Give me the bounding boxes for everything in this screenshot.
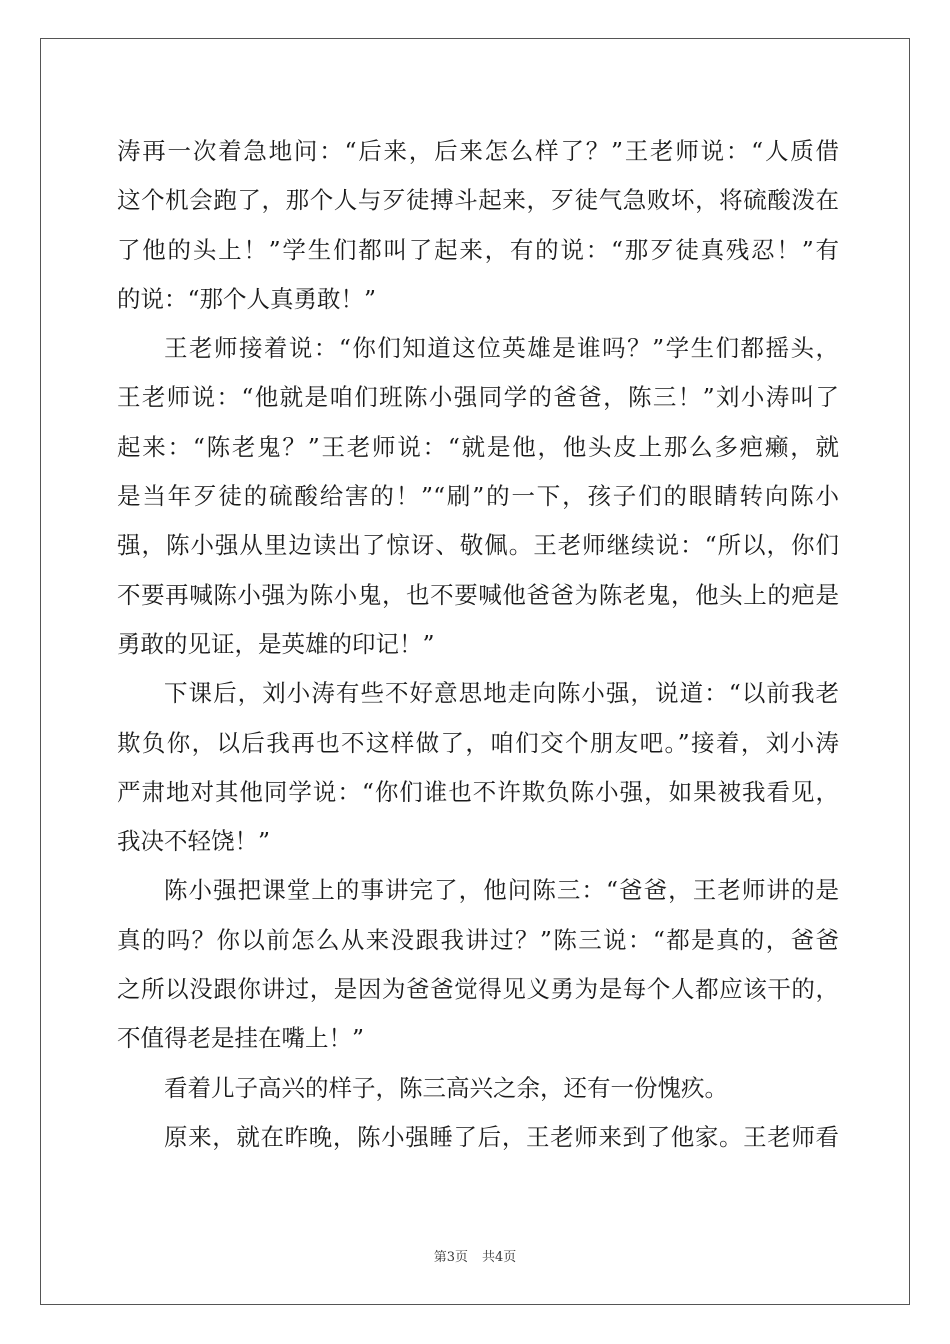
text-line: 看着儿子高兴的样子，陈三高兴之余，还有一份愧疚。 <box>164 1073 728 1102</box>
text-line: 下课后，刘小涛有些不好意思地走向陈小强，说道：“以前我老 <box>164 679 839 708</box>
text-line: 涛再一次着急地问：“后来，后来怎么样了？”王老师说：“人质借 <box>117 137 839 165</box>
text-line: 勇敢的见证，是英雄的印记！” <box>117 629 435 658</box>
text-line: 真的吗？你以前怎么从来没跟我讲过？”陈三说：“都是真的，爸爸 <box>117 925 839 954</box>
text-line: 不要再喊陈小强为陈小鬼，也不要喊他爸爸为陈老鬼，他头上的疤是 <box>117 580 839 609</box>
text-line: 我决不轻饶！” <box>117 827 271 856</box>
text-line: 了他的头上！”学生们都叫了起来，有的说：“那歹徒真残忍！”有 <box>117 235 839 264</box>
text-line: 王老师接着说：“你们知道这位英雄是谁吗？”学生们都摇头， <box>164 334 839 363</box>
text-line: 是当年歹徒的硫酸给害的！”“刷”的一下，孩子们的眼睛转向陈小 <box>117 482 839 511</box>
text-line: 之所以没跟你讲过，是因为爸爸觉得见义勇为是每个人都应该干的， <box>117 975 839 1004</box>
document-body <box>117 127 839 1162</box>
text-line: 起来：“陈老鬼？”王老师说：“就是他，他头皮上那么多疤癞，就 <box>117 432 839 461</box>
text-line: 王老师说：“他就是咱们班陈小强同学的爸爸，陈三！”刘小涛叫了 <box>117 383 839 412</box>
page-footer <box>0 1246 950 1265</box>
text-line: 的说：“那个人真勇敢！” <box>117 284 377 313</box>
text-line: 欺负你，以后我再也不这样做了，咱们交个朋友吧。”接着，刘小涛 <box>117 728 839 757</box>
text-line: 这个机会跑了，那个人与歹徒搏斗起来，歹徒气急败坏，将硫酸泼在 <box>117 186 839 215</box>
text-line: 不值得老是挂在嘴上！” <box>117 1024 365 1053</box>
text-line: 严肃地对其他同学说：“你们谁也不许欺负陈小强，如果被我看见， <box>117 777 839 806</box>
text-line: 强，陈小强从里边读出了惊讶、敬佩。王老师继续说：“所以，你们 <box>117 531 839 560</box>
text-line: 原来，就在昨晚，陈小强睡了后，王老师来到了他家。王老师看 <box>164 1122 839 1151</box>
text-line: 陈小强把课堂上的事讲完了，他问陈三：“爸爸，王老师讲的是 <box>164 876 839 905</box>
page-number: 第3页 <box>433 1250 468 1265</box>
page-total: 共4页 <box>482 1250 517 1265</box>
